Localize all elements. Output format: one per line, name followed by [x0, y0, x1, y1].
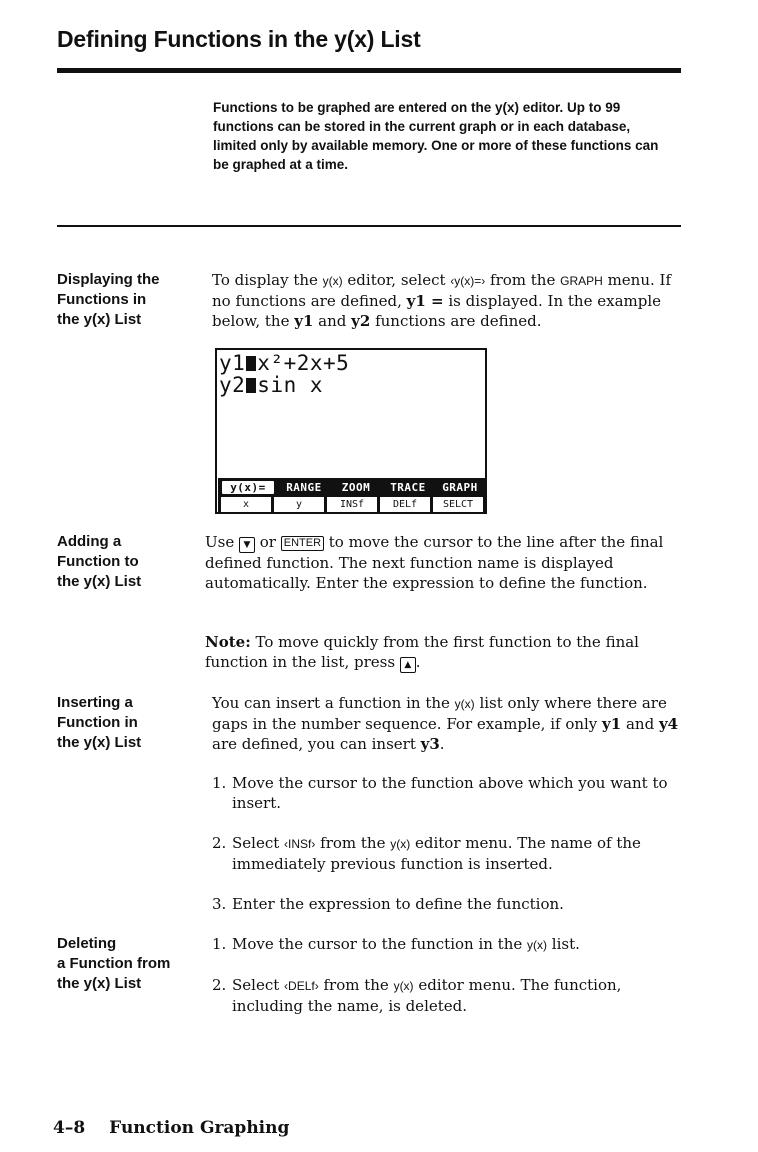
note-label: Note: [205, 633, 251, 651]
heading-line: the y(x) List [57, 975, 142, 992]
text: is displayed. In the example below, the [212, 292, 662, 330]
text: y4 [658, 715, 679, 733]
text: y1 [294, 312, 314, 330]
text: from the [318, 976, 394, 994]
submenu-key-insf: INSf [324, 497, 377, 512]
text: y2 [351, 312, 371, 330]
list-item [212, 934, 682, 955]
text: y1 = [406, 292, 444, 310]
heading-line: Displaying the [57, 271, 160, 288]
text: y(x) [390, 837, 411, 851]
heading-line: Inserting a [57, 694, 133, 711]
text: editor menu. The name of the immediately previous function is inserted. [232, 834, 641, 873]
text: from the [485, 271, 561, 289]
function-expression: x²+2x+5 [257, 351, 350, 375]
up-arrow-key-icon: ▲ [400, 657, 416, 673]
section-rule [57, 225, 681, 227]
text: Select [232, 976, 285, 994]
text: and [621, 715, 659, 733]
step-number: 1. [212, 935, 227, 953]
step-number: 3. [212, 895, 227, 913]
step-number: 2. [212, 834, 227, 852]
heading-adding [57, 532, 197, 592]
text: To move quickly from the first function to the final function in the list, press [205, 633, 639, 671]
list-item [212, 894, 682, 914]
screen-line-2 [219, 374, 323, 396]
text: y(x) [527, 938, 548, 952]
text: to move the cursor to the line after the final defined function. The next function name is displayed automatically. Enter the expression to define the function. [205, 533, 664, 592]
text: y(x) [322, 274, 343, 288]
calculator-screen [215, 348, 487, 514]
inserting-paragraph [212, 693, 682, 754]
screen-submenu-bar [218, 497, 486, 512]
text: list only where there are gaps in the number sequence. For example, if only [212, 694, 667, 733]
submenu-key-y: y [271, 497, 324, 512]
list-item [212, 773, 682, 813]
step-text: Move the cursor to the function above which you want to insert. [232, 774, 668, 812]
screen-line-1 [219, 352, 349, 374]
text: Use [205, 533, 239, 551]
menu-key-graph: GRAPH [442, 481, 478, 494]
step-number: 2. [212, 976, 227, 994]
text: ‹INSf› [284, 837, 316, 851]
heading-line: the y(x) List [57, 573, 142, 590]
text: . [415, 653, 421, 671]
step-text [232, 833, 682, 874]
text: editor menu. The function, including the name, is deleted. [232, 976, 622, 1015]
note-paragraph [205, 632, 685, 673]
text: from the [315, 834, 391, 852]
page-number: 4–8 [53, 1118, 86, 1138]
heading-displaying [57, 270, 197, 330]
text: menu. If no functions are defined, [212, 271, 672, 310]
step-text [232, 975, 682, 1016]
step-text: Enter the expression to define the function. [232, 895, 564, 913]
text: Move the cursor to the function in the [232, 935, 528, 953]
text: functions are defined. [370, 312, 542, 330]
heading-line: the y(x) List [57, 311, 142, 328]
text: y(x) [454, 697, 475, 711]
text: ‹y(x)=› [450, 274, 486, 288]
menu-key-zoom: ZOOM [341, 481, 371, 494]
text: . [439, 735, 445, 753]
step-text [232, 934, 682, 955]
list-item [212, 975, 682, 1016]
title-rule [57, 68, 681, 73]
heading-line: Deleting [57, 935, 117, 952]
text: are defined, you can insert [212, 735, 421, 753]
function-expression: sin x [257, 373, 324, 397]
adding-paragraph [205, 532, 685, 593]
list-item [212, 833, 682, 874]
text: Select [232, 834, 285, 852]
heading-inserting [57, 693, 197, 753]
heading-line: Function to [57, 553, 139, 570]
step-number: 1. [212, 774, 227, 792]
submenu-key-delf: DELf [377, 497, 430, 512]
equals-cursor-icon [246, 356, 256, 371]
displaying-paragraph [212, 270, 682, 331]
text: list. [547, 935, 580, 953]
heading-line: the y(x) List [57, 734, 142, 751]
page-title: Defining Functions in the y(x) List [57, 26, 421, 52]
function-name: y2 [219, 373, 246, 397]
function-name: y1 [219, 351, 246, 375]
screen-menu-bar [218, 478, 486, 497]
text: or [254, 533, 281, 551]
down-arrow-key-icon: ▼ [239, 537, 255, 553]
text: y1 [602, 715, 622, 733]
heading-line: Functions in [57, 291, 147, 308]
text: To display the [212, 271, 323, 289]
heading-line: a Function from [57, 955, 171, 972]
submenu-key-x: x [218, 497, 271, 512]
equals-icon [246, 378, 256, 393]
chapter-title: Function Graphing [109, 1118, 290, 1138]
menu-key-range: RANGE [286, 481, 322, 494]
submenu-key-selct: SELCT [430, 497, 486, 512]
text: y(x) [393, 979, 414, 993]
heading-line: Adding a [57, 533, 122, 550]
menu-key-trace: TRACE [390, 481, 426, 494]
enter-key: ENTER [281, 536, 324, 551]
text: ‹DELf› [284, 979, 319, 993]
text: GRAPH [560, 274, 603, 288]
heading-deleting [57, 934, 197, 994]
intro-paragraph: Functions to be graphed are entered on the y(x) editor. Up to 99 functions can be stored in the current graph or in each database, limited only by available memory. One or more of these functions can be graphed at a time. [213, 100, 659, 172]
text: You can insert a function in the [212, 694, 455, 712]
heading-line: Function in [57, 714, 138, 731]
text: and [313, 312, 352, 330]
menu-key-yx: y(x)= [222, 481, 274, 494]
text: y3 [420, 735, 440, 753]
page-footer [53, 1118, 289, 1138]
text: editor, select [342, 271, 451, 289]
